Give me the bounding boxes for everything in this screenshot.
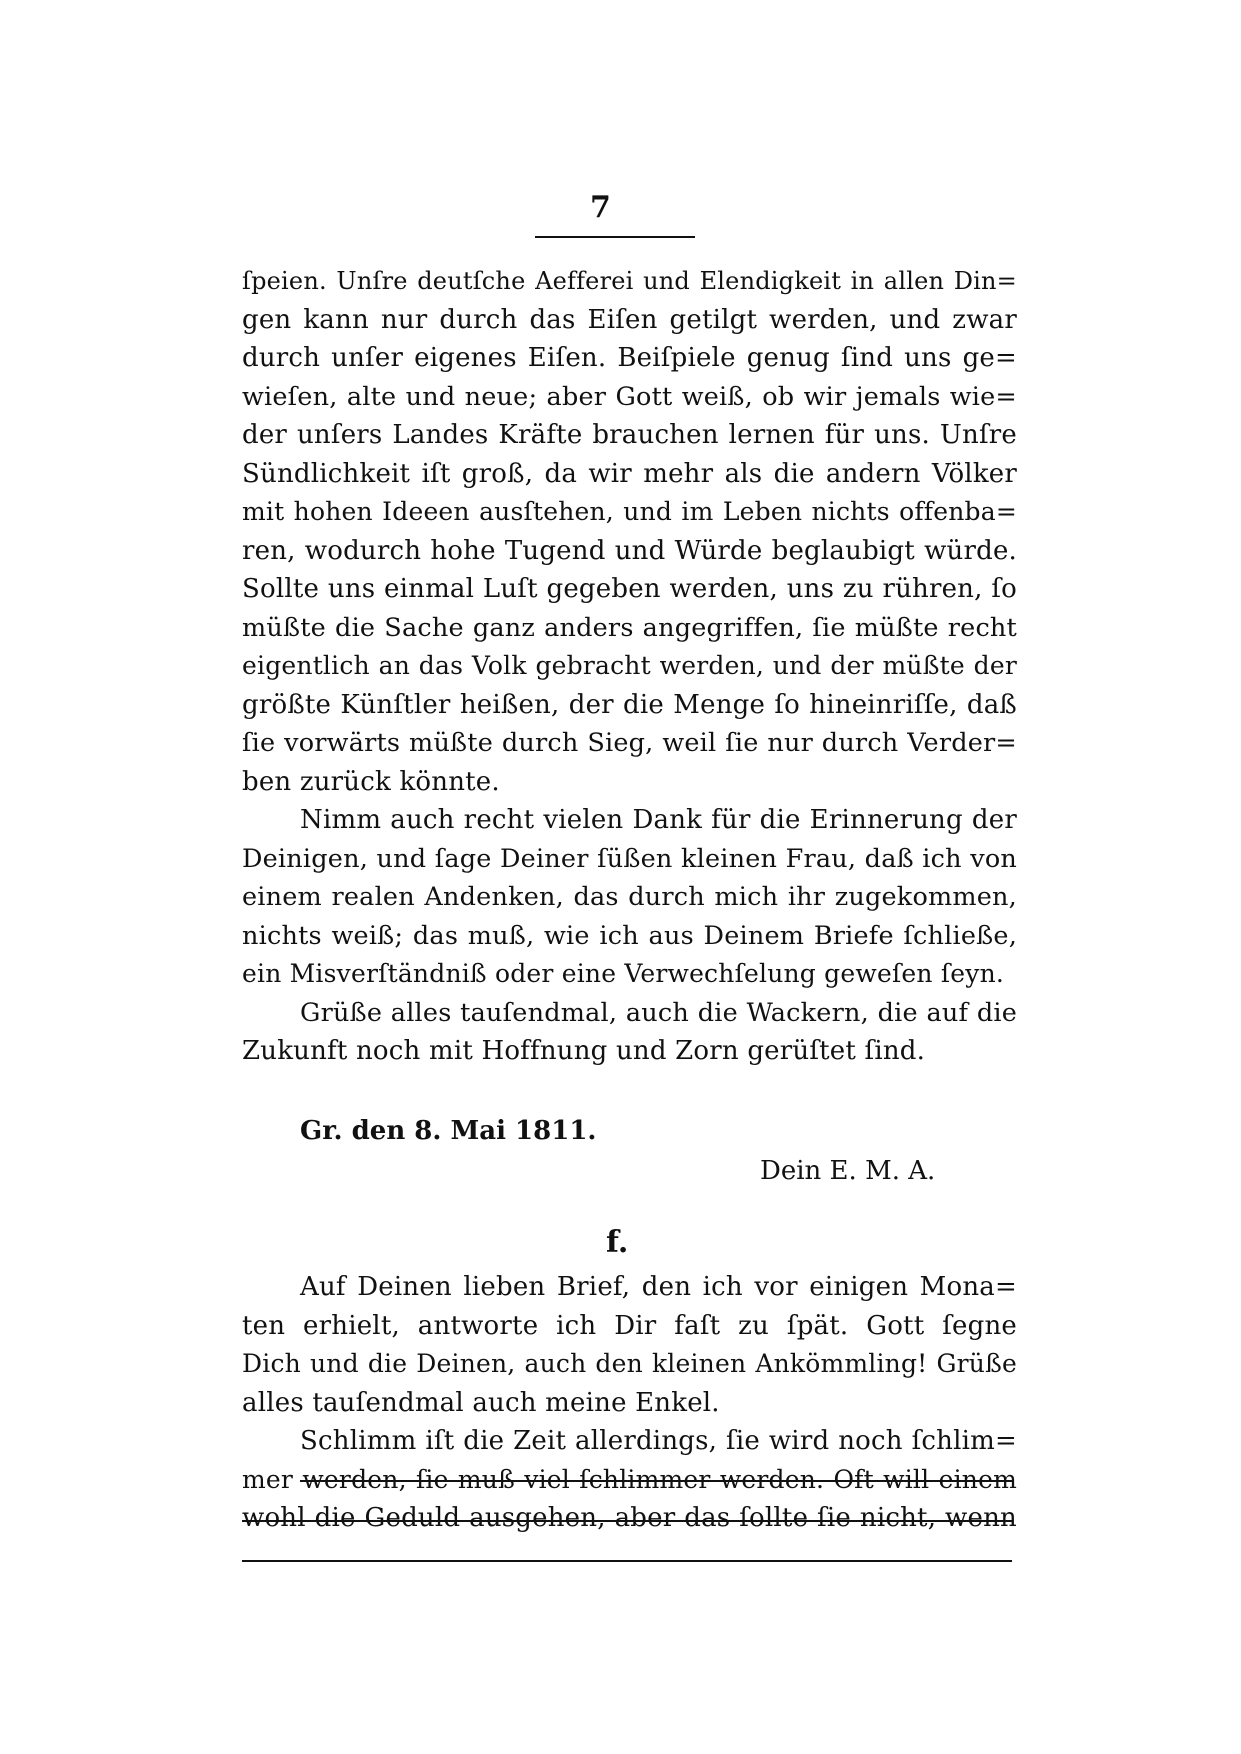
text-line: eigentlich an das Volk gebracht werden, und der müßte der (242, 651, 1017, 680)
text-line: Nimm auch recht vielen Dank für die Erinnerung der (300, 805, 1017, 835)
text-line: ben zurück könnte. (242, 766, 500, 797)
text-line: ſpeien. Unſre deutſche Aefferei und Elendigkeit in allen Din= (242, 267, 1017, 295)
header-rule (535, 236, 695, 238)
text-line: größte Künſtler heißen, der die Menge ſo hineinriſſe, daß (242, 689, 1017, 720)
text-line: wohl die Geduld ausgehen, aber das ſollte ſie nicht, wenn (242, 1503, 1017, 1533)
letter2-body (242, 1268, 1017, 1538)
text-line: durch unſer eigenes Eiſen. Beiſpiele genug ſind uns ge= (242, 343, 1017, 373)
text-line: Sündlichkeit iſt groß, da wir mehr als die andern Völker (242, 458, 1017, 489)
text-line: der unſers Landes Kräfte brauchen lernen für uns. Unſre (242, 420, 1017, 450)
signature: Dein E. M. A. (760, 1156, 936, 1186)
text-line: einem realen Andenken, das durch mich ihr zugekommen, (242, 882, 1017, 912)
text-line: mer werden, ſie muß viel ſchlimmer werden. Oft will einem (242, 1464, 1017, 1494)
dateline: Gr. den 8. Mai 1811. (300, 1116, 597, 1146)
underline-mark (242, 1520, 1012, 1522)
text-line: Zukunft noch mit Hoffnung und Zorn gerüſtet ſind. (242, 1036, 926, 1066)
text-line: alles tauſendmal auch meine Enkel. (242, 1387, 720, 1418)
text-line: Auf Deinen lieben Brief, den ich vor einigen Mona= (300, 1272, 1017, 1302)
text-line: wieſen, alte und neue; aber Gott weiß, ob wir jemals wie= (242, 381, 1017, 412)
text-line: ten erhielt, antworte ich Dir faſt zu ſpät. Gott ſegne (242, 1310, 1017, 1341)
text-line: Deinigen, und ſage Deiner ſüßen kleinen Frau, daß ich von (242, 843, 1017, 874)
text-line: nichts weiß; das muß, wie ich aus Deinem Briefe ſchließe, (242, 920, 1017, 951)
text-line: ren, wodurch hohe Tugend und Würde beglaubigt würde. (242, 535, 1017, 566)
page-number: 7 (590, 190, 611, 225)
text-line: Grüße alles tauſendmal, auch die Wackern, die auf die (300, 997, 1017, 1028)
letter1-body (242, 262, 1017, 1071)
text-line: müßte die Sache ganz anders angegriffen, ſie müßte recht (242, 612, 1017, 643)
text-line: ſie vorwärts müßte durch Sieg, weil ſie nur durch Verder= (242, 728, 1017, 758)
letter-mark: f. (606, 1225, 629, 1260)
text-line: mit hohen Ideeen ausſtehen, und im Leben nichts offenba= (242, 497, 1017, 526)
underline-mark (242, 1560, 1012, 1562)
underline-mark (300, 1480, 1012, 1482)
text-line: Sollte uns einmal Luſt gegeben werden, uns zu rühren, ſo (242, 574, 1017, 604)
text-line: Dich und die Deinen, auch den kleinen Ankömmling! Grüße (242, 1349, 1017, 1378)
text-line: ein Misverſtändniß oder eine Verwechſelung geweſen ſeyn. (242, 959, 1005, 988)
text-line: Schlimm iſt die Zeit allerdings, ſie wird noch ſchlim= (300, 1426, 1017, 1456)
text-line: gen kann nur durch das Eiſen getilgt werden, und zwar (242, 304, 1017, 335)
